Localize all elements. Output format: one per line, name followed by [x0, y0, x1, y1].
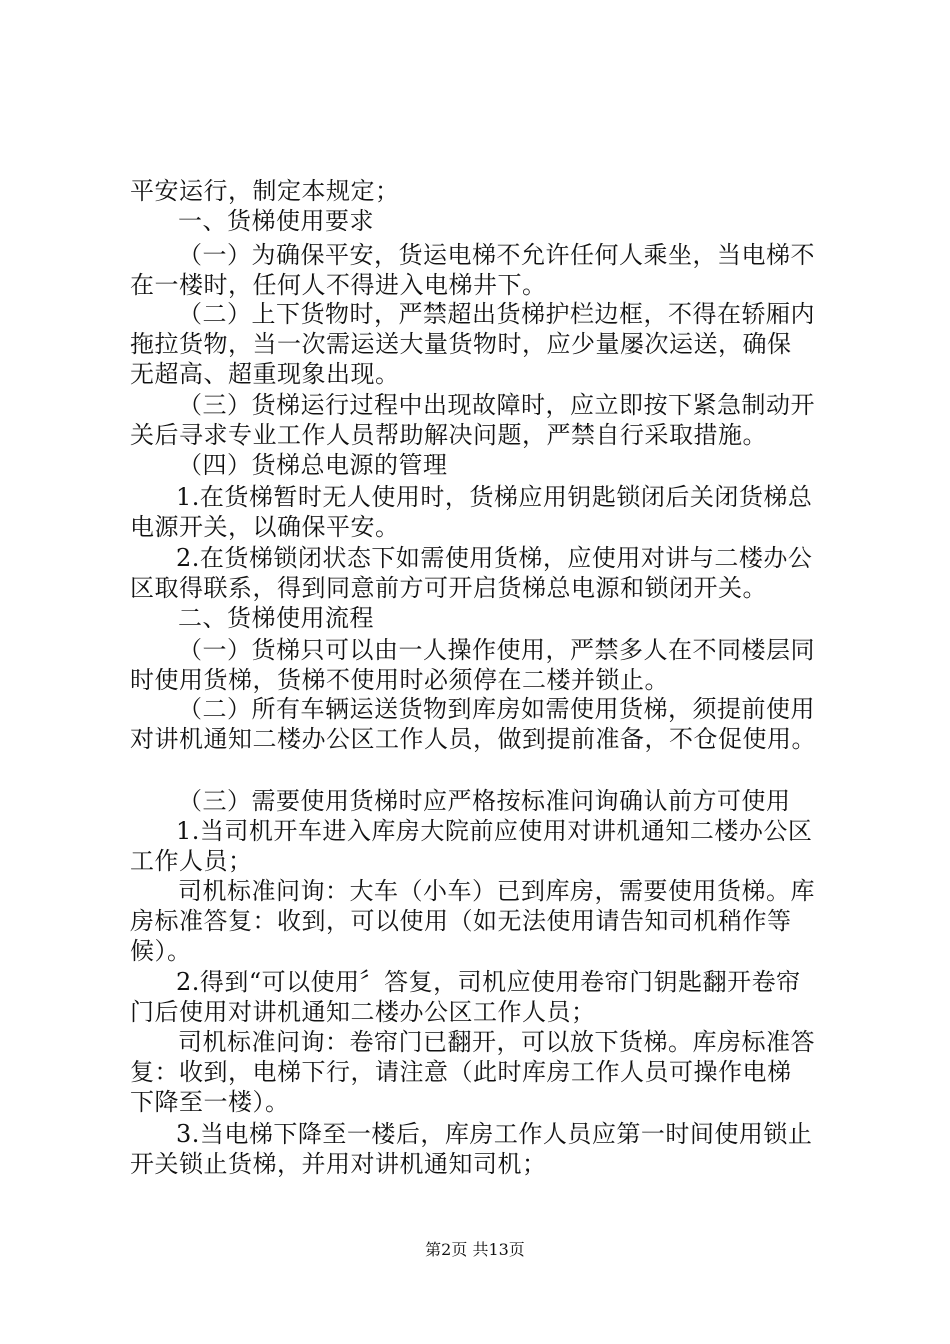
text-line: 复：收到，电梯下行，请注意（此时库房工作人员可操作电梯	[130, 1058, 792, 1086]
text-line: 在一楼时，任何人不得进入电梯井下。	[130, 271, 547, 299]
text-line: 对讲机通知二楼办公区工作人员，做到提前准备，不仓促使用。	[130, 725, 816, 753]
text-line: 无超高、超重现象出现。	[130, 360, 400, 388]
text-line: 时使用货梯，货梯不使用时必须停在二楼并锁止。	[130, 666, 669, 694]
text-line: 电源开关，以确保平安。	[130, 513, 400, 541]
subsection-heading: （三）需要使用货梯时应严格按标准问询确认前方可使用	[178, 787, 791, 815]
text-line: 1.在货梯暂时无人使用时，货梯应用钥匙锁闭后关闭货梯总	[176, 483, 813, 511]
section-heading: 一、货梯使用要求	[178, 207, 374, 235]
text-line: （一）货梯只可以由一人操作使用，严禁多人在不同楼层同	[178, 636, 815, 664]
text-line: 拖拉货物，当一次需运送大量货物时，应少量屡次运送，确保	[130, 330, 792, 358]
subsection-heading: （四）货梯总电源的管理	[178, 451, 448, 479]
text-line: 2.得到“可以使用〞答复，司机应使用卷帘门钥匙翻开卷帘	[176, 968, 801, 996]
page-footer: 第2页 共13页	[425, 1240, 525, 1259]
text-line: （二）上下货物时，严禁超出货梯护栏边框，不得在轿厢内	[178, 300, 815, 328]
text-line: 司机标准问询：大车（小车）已到库房，需要使用货梯。库	[178, 877, 815, 905]
text-line: 3.当电梯下降至一楼后，库房工作人员应第一时间使用锁止	[176, 1120, 813, 1148]
text-line: 1.当司机开车进入库房大院前应使用对讲机通知二楼办公区	[176, 817, 813, 845]
text-line: （一）为确保平安，货运电梯不允许任何人乘坐，当电梯不	[178, 241, 815, 269]
text-line: 司机标准问询：卷帘门已翻开，可以放下货梯。库房标准答	[178, 1028, 815, 1056]
text-line: （三）货梯运行过程中出现故障时，应立即按下紧急制动开	[178, 391, 815, 419]
text-line: 工作人员；	[130, 847, 253, 875]
section-heading: 二、货梯使用流程	[178, 604, 374, 632]
text-line: 下降至一楼）。	[130, 1088, 290, 1116]
text-line: 开关锁止货梯，并用对讲机通知司机；	[130, 1150, 547, 1178]
text-line: 2.在货梯锁闭状态下如需使用货梯，应使用对讲与二楼办公	[176, 544, 813, 572]
text-line: 区取得联系，得到同意前方可开启货梯总电源和锁闭开关。	[130, 574, 767, 602]
text-line: 门后使用对讲机通知二楼办公区工作人员；	[130, 998, 596, 1026]
text-line: （二）所有车辆运送货物到库房如需使用货梯，须提前使用	[178, 695, 815, 723]
text-line: 房标准答复：收到，可以使用（如无法使用请告知司机稍作等	[130, 907, 792, 935]
text-line: 候）。	[130, 937, 192, 965]
text-line: 平安运行，制定本规定；	[130, 177, 400, 205]
text-line: 关后寻求专业工作人员帮助解决问题，严禁自行采取措施。	[130, 421, 767, 449]
